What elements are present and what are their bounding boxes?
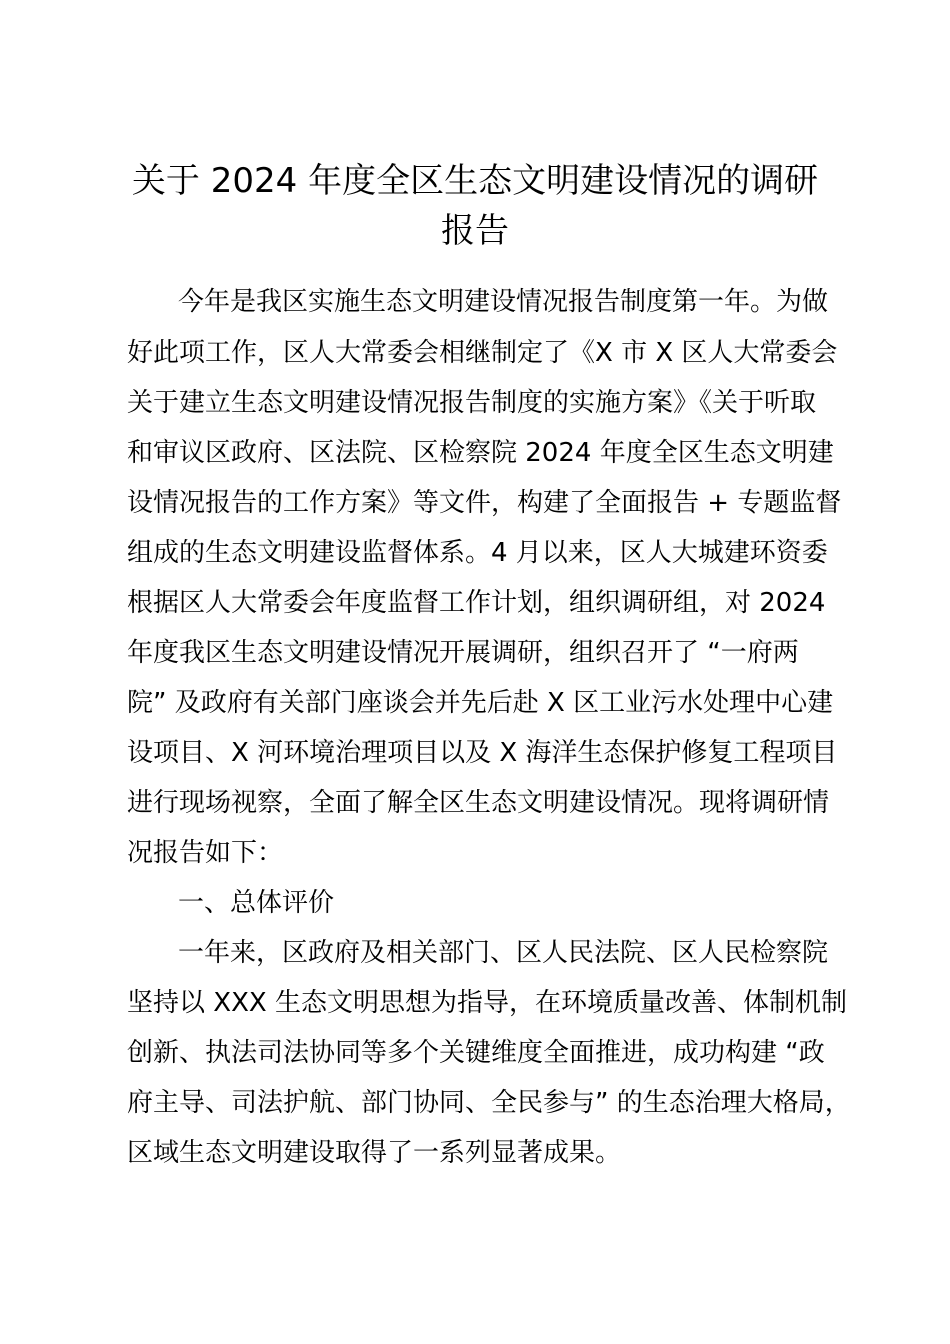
- document-title-line-1: 关于 2024 年度全区生态文明建设情况的调研: [131, 161, 819, 201]
- paragraph-1-line-2: 好此项工作，区人大常委会相继制定了《X 市 X 区人大常委会: [127, 338, 838, 368]
- paragraph-2-line-3: 创新、执法司法协同等多个关键维度全面推进，成功构建 “政: [127, 1038, 825, 1068]
- paragraph-1-line-7: 根据区人大常委会年度监督工作计划，组织调研组，对 2024: [127, 588, 826, 618]
- paragraph-2-line-4: 府主导、司法护航、部门协同、全民参与” 的生态治理大格局，: [127, 1088, 851, 1118]
- paragraph-1-line-9: 院” 及政府有关部门座谈会并先后赴 X 区工业污水处理中心建: [127, 688, 834, 718]
- paragraph-2-line-1: 一年来，区政府及相关部门、区人民法院、区人民检察院: [178, 938, 829, 968]
- paragraph-1-line-10: 设项目、X 河环境治理项目以及 X 海洋生态保护修复工程项目: [127, 738, 838, 768]
- paragraph-1-line-3: 关于建立生态文明建设情况报告制度的实施方案》《关于听取: [127, 388, 817, 418]
- paragraph-1-line-8: 年度我区生态文明建设情况开展调研，组织召开了 “一府两: [127, 638, 799, 668]
- paragraph-1-line-12: 况报告如下：: [127, 838, 284, 868]
- section-heading-1: 一、总体评价: [178, 888, 335, 918]
- paragraph-1-line-11: 进行现场视察，全面了解全区生态文明建设情况。现将调研情: [127, 788, 830, 818]
- paragraph-2-line-2: 坚持以 XXX 生态文明思想为指导，在环境质量改善、体制机制: [127, 988, 847, 1018]
- paragraph-1-line-5: 设情况报告的工作方案》等文件，构建了全面报告 + 专题监督: [127, 488, 842, 518]
- paragraph-1-line-6: 组成的生态文明建设监督体系。4 月以来，区人大城建环资委: [127, 538, 828, 568]
- paragraph-1-line-1: 今年是我区实施生态文明建设情况报告制度第一年。为做: [178, 287, 829, 317]
- paragraph-2-line-5: 区域生态文明建设取得了一系列显著成果。: [127, 1138, 622, 1168]
- document-title-line-2: 报告: [441, 211, 509, 251]
- paragraph-1-line-4: 和审议区政府、区法院、区检察院 2024 年度全区生态文明建: [127, 438, 834, 468]
